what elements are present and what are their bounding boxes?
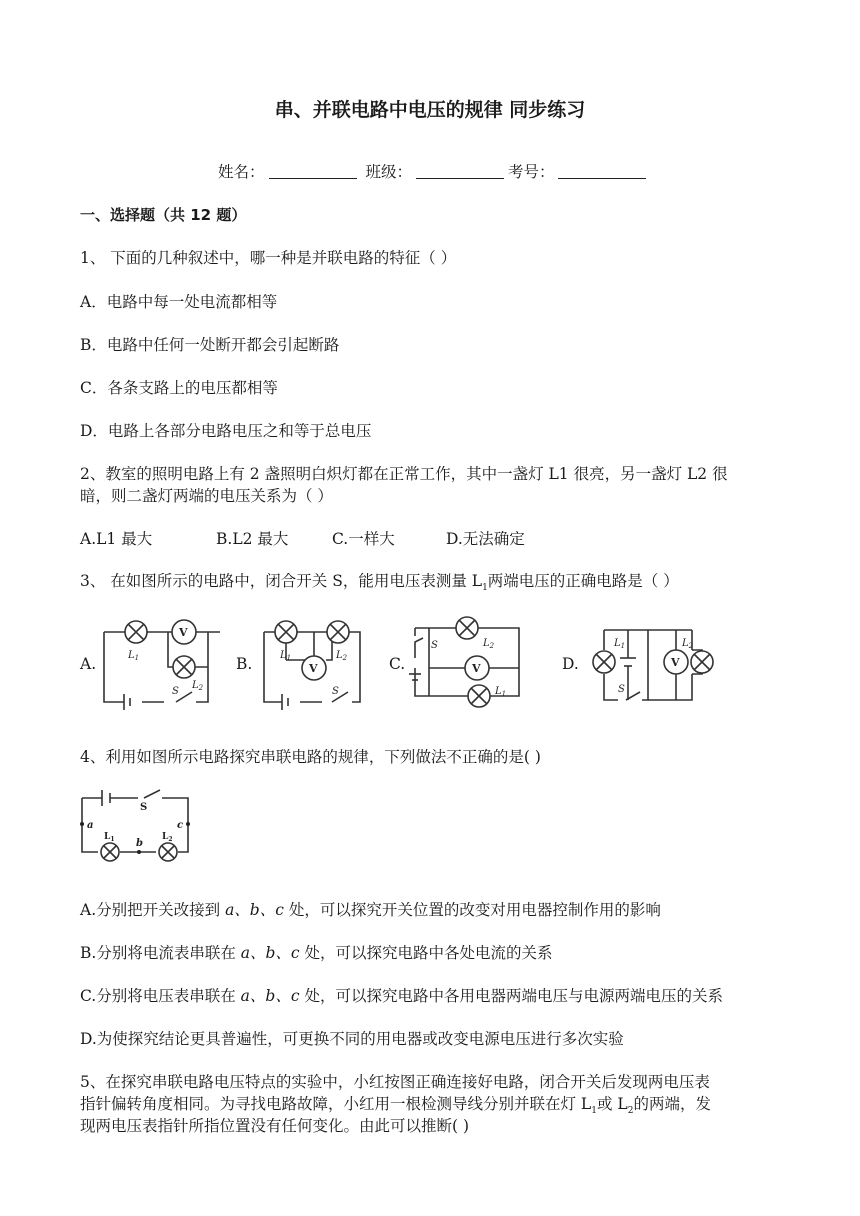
page-title: 串、并联电路中电压的规律 同步练习 (274, 99, 586, 121)
circuit-d-diagram (588, 612, 724, 708)
exam-label: 考号： (507, 163, 555, 181)
class-label: 班级： (365, 163, 412, 181)
q4-stem: 4、利用如图所示电路探究串联电路的规律，下列做法不正确的是( ) (80, 748, 541, 766)
q4-option-c[interactable]: C.分别将电压表串联在 a、b、c 处，可以探究电路中各用电器两端电压与电源两端电压的关系 (80, 987, 723, 1005)
svg-text:L2: $L_2$ (483, 638, 495, 650)
svg-text:L1: $L_1$ (614, 638, 626, 650)
q5-stem-line3: 现两电压表指针所指位置没有任何变化。由此可以推断( ) (80, 1117, 470, 1135)
point-b-dot (137, 850, 141, 854)
q4-option-d[interactable]: D.为使探究结论更具普遍性，可更换不同的用电器或改变电源电压进行多次实验 (80, 1030, 624, 1048)
q3-stem: 3、 在如图所示的电路中，闭合开关 S，能用电压表测量 $L_1$两端电压的正确电路是（ ） (80, 572, 679, 594)
circuit-a-diagram (96, 612, 220, 712)
svg-text:L2: $L_2$ (162, 832, 173, 843)
svg-text:L1: $L_1$ (104, 832, 115, 843)
q1-stem: 1、 下面的几种叙述中，哪一种是并联电路的特征（ ） (80, 249, 457, 267)
q1-option-c[interactable]: C．各条支路上的电压都相等 (80, 379, 278, 397)
q4-option-b[interactable]: B.分别将电流表串联在 a、b、c 处，可以探究电路中各处电流的关系 (80, 944, 553, 962)
q3-option-a-label[interactable]: A. (80, 655, 97, 673)
name-blank[interactable] (269, 163, 357, 179)
q1-option-b[interactable]: B．电路中任何一处断开都会引起断路 (80, 336, 340, 354)
q5-stem-line1: 5、在探究串联电路电压特点的实验中，小红按图正确连接好电路，闭合开关后发现两电压表 (80, 1073, 710, 1091)
q3-option-b-label[interactable]: B. (236, 655, 253, 673)
svg-text:S: S (618, 684, 625, 695)
q1-option-a[interactable]: A．电路中每一处电流都相等 (80, 293, 278, 311)
exam-blank[interactable] (558, 163, 646, 179)
svg-text:L2: $L_2$ (192, 680, 204, 692)
svg-text:V: V (671, 656, 680, 669)
point-c-dot (186, 822, 190, 826)
svg-text:L2: $L_2$ (682, 638, 694, 650)
svg-text:V: V (472, 662, 481, 675)
circuit-c-diagram (407, 612, 527, 712)
q5-stem-line2: 指针偏转角度相同。为寻找电路故障，小红用一根检测导线分别并联在灯 $L_1$或 $L_2$的两端，发 (80, 1095, 711, 1117)
q3-option-d-label[interactable]: D. (562, 655, 579, 673)
svg-text:a: a (87, 820, 94, 831)
svg-text:V: V (179, 626, 188, 639)
svg-text:c: c (177, 820, 184, 831)
svg-text:V: V (309, 662, 318, 675)
q4-circuit-diagram (78, 788, 194, 864)
q1-option-d[interactable]: D．电路上各部分电路电压之和等于总电压 (80, 422, 372, 440)
student-info-line (218, 160, 650, 182)
svg-text:b: b (136, 838, 143, 849)
svg-text:L2: $L_2$ (336, 650, 348, 662)
svg-text:S: S (172, 686, 179, 697)
q2-option-b[interactable]: B.L2 最大 (216, 530, 289, 548)
class-blank[interactable] (416, 163, 504, 179)
svg-text:L1: $L_1$ (280, 650, 292, 662)
q2-stem-line2: 暗，则二盏灯两端的电压关系为（ ） (80, 487, 333, 505)
q2-option-a[interactable]: A.L1 最大 (80, 530, 153, 548)
svg-text:S: S (431, 640, 438, 651)
q3-option-c-label[interactable]: C. (389, 655, 406, 673)
svg-text:L1: $L_1$ (495, 686, 507, 698)
svg-text:L1: $L_1$ (128, 650, 140, 662)
svg-text:S: S (332, 686, 339, 697)
svg-text:S: S (140, 802, 148, 813)
circuit-b-diagram (256, 612, 366, 712)
q4-option-a[interactable]: A.分别把开关改接到 a、b、c 处，可以探究开关位置的改变对用电器控制作用的影响 (80, 901, 661, 919)
q2-stem-line1: 2、教室的照明电路上有 2 盏照明白炽灯都在正常工作，其中一盏灯 L1 很亮，另一盏灯 L2 很 (80, 465, 728, 483)
q2-option-d[interactable]: D.无法确定 (446, 530, 525, 548)
name-label: 姓名： (218, 163, 265, 181)
point-a-dot (80, 822, 84, 826)
q2-option-c[interactable]: C.一样大 (332, 530, 395, 548)
section-heading: 一、选择题（共 12 题） (80, 206, 247, 224)
